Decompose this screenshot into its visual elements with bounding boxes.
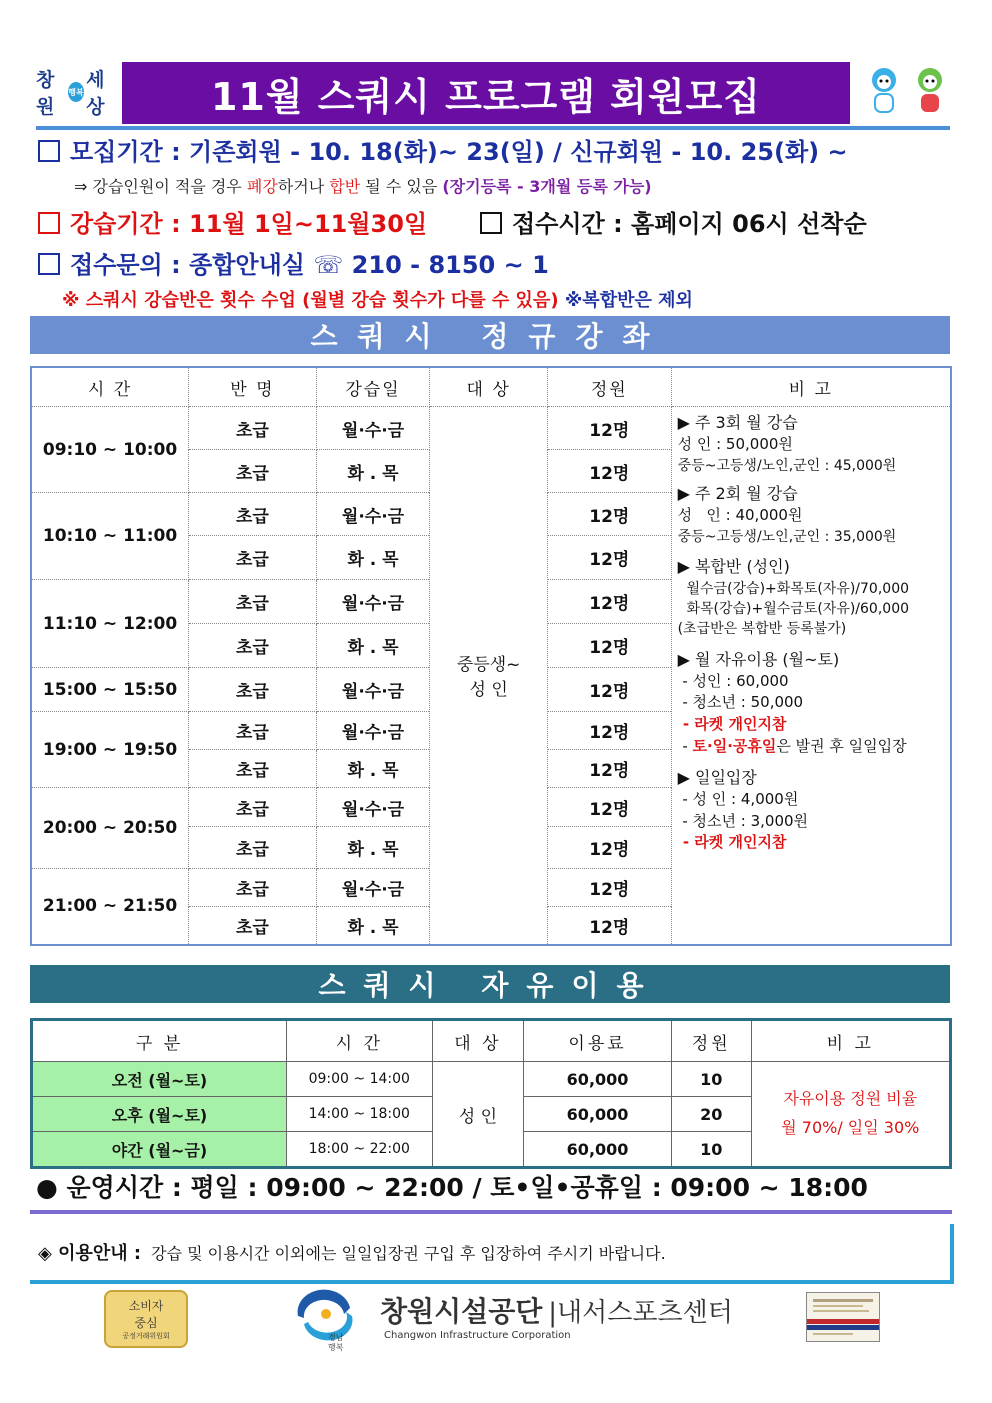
class-cell: 초급 (189, 907, 317, 945)
cancel-notice-d: 합반 (329, 177, 361, 196)
badge-line-b: 중심 (134, 1316, 158, 1330)
mascot-icons (858, 64, 958, 120)
cw-logo-text-a: 경남 (328, 1333, 344, 1342)
org-name (380, 1290, 733, 1330)
long-term-notice: (장기등록 - 3개월 등록 가능) (442, 177, 652, 196)
org-name-en: Changwon Infrastructure Corporation (384, 1330, 571, 1341)
class-cell: 초급 (189, 450, 317, 493)
cancel-notice-c: 하거나 (277, 177, 330, 196)
cancel-notice-b: 폐강 (246, 177, 278, 196)
note-line: 월수금(강습)+화목토(자유)/70,000 (677, 580, 910, 597)
table-row (32, 1062, 951, 1097)
time-cell: 19:00 ~ 19:50 (31, 712, 189, 788)
time-cell: 21:00 ~ 21:50 (31, 869, 189, 945)
class-cell: 초급 (189, 493, 317, 536)
note-line: 중등~고등생/노인,군인 : 45,000원 (677, 457, 897, 474)
note-line: ▶ 주 3회 월 강습 (677, 413, 798, 432)
class-note-a: ※ 스쿼시 강습반은 횟수 수업 (월별 강습 횟수가 다를 수 있음) (62, 290, 565, 311)
class-cell: 초급 (189, 407, 317, 450)
capacity-cell: 12명 (547, 788, 671, 827)
page-title: 11월 스쿼시 프로그램 회원모집 (122, 62, 850, 124)
note-line: - 청소년 : 3,000원 (677, 811, 809, 830)
section-free-title: 스쿼시 자유이용 (30, 965, 950, 1003)
capacity-cell: 12명 (547, 624, 671, 668)
note-line: ▶ 주 2회 월 강습 (677, 484, 798, 504)
usage-info-text: 강습 및 이용시간 이외에는 일일입장권 구입 후 입장하여 주시기 바랍니다. (151, 1243, 666, 1263)
note-holiday: 토·일·공휴일 (692, 736, 777, 755)
class-cell: 초급 (189, 712, 317, 750)
note-ratio-a: 자유이용 정원 비율 (783, 1089, 918, 1109)
days-cell: 화 . 목 (316, 750, 430, 788)
col-header: 반 명 (189, 367, 317, 407)
note-line (678, 736, 944, 758)
category-cell: 오전 (월~토) (32, 1062, 287, 1097)
days-cell: 월·수·금 (316, 788, 430, 827)
cancel-notice-a: ⇒ 강습인원이 적을 경우 (74, 177, 247, 196)
usage-info-label: ◈ 이용안내 : (38, 1243, 142, 1264)
changwon-logo-icon (290, 1286, 360, 1352)
fee-cell: 60,000 (524, 1132, 672, 1168)
note-line: - 청소년 : 50,000 (677, 693, 804, 712)
note-line: 화목(강습)+월수금토(자유)/60,000 (677, 600, 910, 617)
cancel-notice-e: 될 수 있음 (360, 177, 443, 196)
target-text: 중등생~ 성 인 (456, 655, 521, 701)
capacity-cell: 10 (671, 1132, 751, 1168)
time-cell: 15:00 ~ 15:50 (31, 668, 189, 712)
capacity-cell: 12명 (547, 869, 671, 907)
capacity-cell: 12명 (547, 827, 671, 869)
operating-hours: ● 운영시간 : 평일 : 09:00 ~ 22:00 / 토•일•공휴일 : 09:00 ~ 18:00 (36, 1173, 868, 1202)
class-cell: 초급 (189, 869, 317, 907)
title-underline (36, 126, 950, 130)
recruit-period (38, 132, 848, 167)
note-line: ▶ 일일입장 (677, 767, 757, 787)
lesson-period-text: 강습기간 : 11월 1일~11월30일 (70, 210, 428, 238)
time-cell: 10:10 ~ 11:00 (31, 493, 189, 580)
col-header: 정원 (671, 1020, 751, 1062)
class-cell: 초급 (189, 580, 317, 624)
capacity-cell: 12명 (547, 493, 671, 536)
days-cell: 월·수·금 (316, 407, 430, 450)
note-line: 성 인 : 40,000원 (677, 506, 803, 525)
badge-line-c: 공정거래위원회 (122, 1332, 170, 1340)
capacity-cell: 12명 (547, 536, 671, 580)
days-cell: 월·수·금 (316, 712, 430, 750)
time-cell: 18:00 ~ 22:00 (287, 1132, 433, 1168)
note-line: - 라켓 개인지참 (677, 715, 787, 734)
class-note (62, 286, 693, 312)
time-cell: 09:00 ~ 14:00 (287, 1062, 433, 1097)
free-use-table (30, 1018, 952, 1169)
fee-cell: 60,000 (524, 1097, 672, 1132)
capacity-cell: 12명 (547, 750, 671, 788)
time-cell: 20:00 ~ 20:50 (31, 788, 189, 869)
checkbox-icon (38, 253, 60, 275)
class-cell: 초급 (189, 827, 317, 869)
class-cell: 초급 (189, 624, 317, 668)
logo-mid: 행복 (68, 82, 84, 102)
note-line: ▶ 복합반 (성인) (677, 557, 790, 577)
col-header: 정원 (547, 367, 671, 407)
note-line: - 라켓 개인지참 (677, 833, 787, 852)
category-cell: 오후 (월~토) (32, 1097, 287, 1132)
days-cell: 월·수·금 (316, 493, 430, 536)
capacity-cell: 10 (671, 1062, 751, 1097)
cw-logo-text-b: 행복 (328, 1343, 344, 1352)
time-cell: 14:00 ~ 18:00 (287, 1097, 433, 1132)
capacity-cell: 12명 (547, 668, 671, 712)
logo-text-a: 창원 (36, 69, 55, 118)
note-ratio-b: 월 70%/ 일일 30% (781, 1118, 920, 1137)
class-cell: 초급 (189, 750, 317, 788)
days-cell: 화 . 목 (316, 624, 430, 668)
recruit-period-text: 모집기간 : 기존회원 - 10. 18(화)~ 23(일) / 신규회원 - 10. 25(화) ~ (70, 138, 848, 166)
note-line: - 성 인 : 4,000원 (677, 789, 799, 808)
org-name-text: 창원시설공단 (380, 1295, 543, 1328)
note-line: (초급반은 복합반 등록불가) (677, 621, 847, 638)
col-header: 시 간 (287, 1020, 433, 1062)
table-header-row (31, 367, 951, 407)
org-sub-text: |내서스포츠센터 (548, 1298, 733, 1328)
class-note-b: ※복합반은 제외 (564, 290, 693, 311)
col-header: 비 고 (751, 1020, 950, 1062)
col-header: 대 상 (430, 367, 548, 407)
days-cell: 화 . 목 (316, 536, 430, 580)
note-line: 중등~고등생/노인,군인 : 35,000원 (677, 529, 897, 546)
col-header: 강습일 (316, 367, 430, 407)
days-cell: 화 . 목 (316, 827, 430, 869)
consumer-badge (104, 1290, 188, 1348)
target-cell (430, 407, 548, 945)
inquiry (38, 245, 549, 280)
note-holiday-rest: 은 발권 후 일일입장 (776, 736, 907, 755)
lesson-period (38, 204, 427, 239)
checkbox-icon (38, 212, 60, 234)
certification-icon (806, 1292, 880, 1342)
inquiry-text: 접수문의 : 종합안내실 ☏ 210 - 8150 ~ 1 (70, 251, 549, 279)
capacity-cell: 12명 (547, 907, 671, 945)
table-row (31, 407, 951, 450)
regular-class-table (30, 366, 952, 946)
col-header: 대 상 (432, 1020, 524, 1062)
time-cell: 11:10 ~ 12:00 (31, 580, 189, 668)
col-header: 이용료 (524, 1020, 672, 1062)
col-header: 시 간 (31, 367, 189, 407)
free-use-note (751, 1062, 950, 1168)
class-cell: 초급 (189, 668, 317, 712)
note-dash: - (677, 736, 693, 755)
col-header: 구 분 (32, 1020, 287, 1062)
days-cell: 월·수·금 (316, 580, 430, 624)
note-line: - 성인 : 60,000 (677, 671, 789, 690)
category-cell: 야간 (월~금) (32, 1132, 287, 1168)
capacity-cell: 12명 (547, 407, 671, 450)
checkbox-icon (480, 212, 502, 234)
capacity-cell: 12명 (547, 580, 671, 624)
target-cell: 성 인 (432, 1062, 524, 1168)
cancel-notice (74, 174, 652, 197)
capacity-cell: 12명 (547, 712, 671, 750)
note-line: 성 인 : 50,000원 (677, 435, 793, 454)
days-cell: 화 . 목 (316, 450, 430, 493)
note-line: ▶ 월 자유이용 (월~토) (677, 649, 840, 669)
class-cell: 초급 (189, 788, 317, 827)
capacity-cell: 12명 (547, 450, 671, 493)
class-cell: 초급 (189, 536, 317, 580)
table-header-row (32, 1020, 951, 1062)
days-cell: 월·수·금 (316, 668, 430, 712)
notes-cell (671, 407, 951, 945)
col-header: 비 고 (671, 367, 951, 407)
days-cell: 월·수·금 (316, 869, 430, 907)
reception-time (480, 204, 867, 239)
logo-text-b: 세상 (86, 69, 105, 118)
divider (30, 1210, 952, 1214)
badge-line-a: 소비자 (128, 1299, 164, 1313)
city-logo (36, 69, 116, 118)
fee-cell: 60,000 (524, 1062, 672, 1097)
section-regular-title: 스쿼시 정규강좌 (30, 316, 950, 354)
reception-time-text: 접수시간 : 홈페이지 06시 선착순 (512, 210, 867, 238)
checkbox-icon (38, 140, 60, 162)
days-cell: 화 . 목 (316, 907, 430, 945)
usage-info (30, 1224, 954, 1284)
capacity-cell: 20 (671, 1097, 751, 1132)
time-cell: 09:10 ~ 10:00 (31, 407, 189, 493)
